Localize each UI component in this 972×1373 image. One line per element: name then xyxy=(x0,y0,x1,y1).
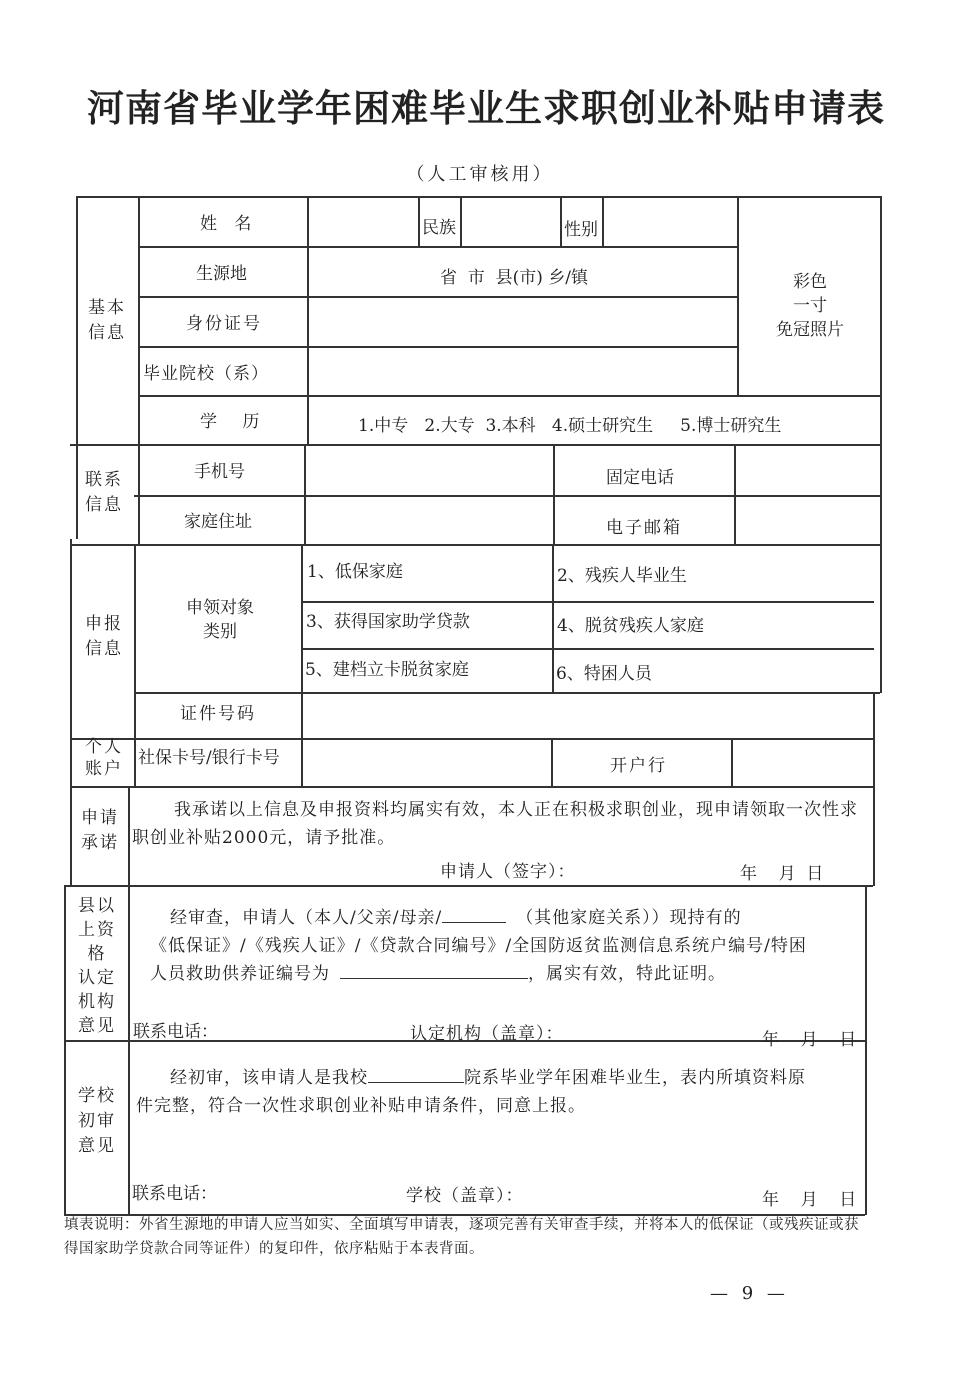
row-line xyxy=(70,786,873,788)
school-text-b: 院系毕业学年困难毕业生，表内所填资料原 xyxy=(464,1068,806,1088)
col-line xyxy=(460,196,462,246)
origin-template: 省 市 县(市) 乡/镇 xyxy=(440,268,589,288)
col-line xyxy=(734,444,736,544)
relation-blank[interactable] xyxy=(442,904,506,923)
row-line xyxy=(138,296,738,298)
county-date: 年 月 日 xyxy=(762,1030,857,1050)
border-top xyxy=(76,196,881,198)
option-1: 1、低保家庭 xyxy=(307,562,403,582)
category-label: 申领对象 类别 xyxy=(186,598,254,642)
mobile-label: 手机号 xyxy=(194,462,245,482)
col-line xyxy=(301,544,303,738)
col-line xyxy=(552,544,554,692)
signer-label: 申请人（签字）： xyxy=(440,862,576,882)
photo-placeholder: 彩色 一寸 免冠照片 xyxy=(776,272,844,340)
col-line xyxy=(560,196,562,246)
section-account: 个人 账户 xyxy=(85,737,123,779)
gender-label: 性别 xyxy=(564,220,598,240)
col-line xyxy=(301,738,303,786)
cert-number-blank[interactable] xyxy=(340,960,528,979)
col-line xyxy=(307,196,309,444)
address-label: 家庭住址 xyxy=(184,512,252,532)
border-right xyxy=(880,196,882,693)
border-left-bottom xyxy=(64,885,66,1215)
row-line xyxy=(302,648,874,650)
row-line xyxy=(70,444,880,446)
form-title: 河南省毕业学年困难毕业生求职创业补贴申请表 xyxy=(87,86,885,130)
phone-label: 固定电话 xyxy=(606,468,674,488)
name-label: 姓 名 xyxy=(200,214,258,234)
county-phone-label: 联系电话： xyxy=(133,1022,218,1042)
bank-label: 开户行 xyxy=(610,756,667,776)
promise-text: 我承诺以上信息及申报资料均属实有效，本人正在积极求职创业，现申请领取一次性求职创业补贴2000元，请予批准。 xyxy=(132,800,858,848)
row-line xyxy=(64,885,873,887)
section-divider xyxy=(134,544,136,786)
card-label: 社保卡号/银行卡号 xyxy=(138,748,280,768)
row-line xyxy=(138,346,738,348)
section-promise: 申请 承诺 xyxy=(81,808,119,853)
row-line xyxy=(70,544,880,546)
county-text-e: ，属实有效，特此证明。 xyxy=(528,964,726,984)
school-blank[interactable] xyxy=(368,1064,464,1083)
page-number: — 9 — xyxy=(710,1283,789,1304)
county-text xyxy=(132,904,867,988)
county-text-b: （其他家庭关系））现持有的 xyxy=(516,908,742,928)
col-line xyxy=(418,196,420,246)
option-4: 4、脱贫残疾人家庭 xyxy=(557,616,704,636)
section-apply: 申报 信息 xyxy=(85,614,123,659)
col-line xyxy=(304,444,306,544)
county-seal-label: 认定机构（盖章）： xyxy=(410,1024,564,1044)
section-divider xyxy=(128,786,130,1216)
row-line xyxy=(138,246,738,248)
row-line xyxy=(134,692,880,694)
col-line xyxy=(731,738,733,786)
row-line xyxy=(70,738,873,740)
county-text-d: 人员救助供养证编号为 xyxy=(150,964,330,984)
school-text-c: 件完整，符合一次性求职创业补贴申请条件，同意上报。 xyxy=(136,1096,586,1116)
section-county: 县以 上资 格 认定 机构 意见 xyxy=(78,896,116,1036)
section-school: 学校 初审 意见 xyxy=(78,1086,116,1156)
school-seal-label: 学校（盖章）： xyxy=(406,1186,524,1206)
school-phone-label: 联系电话： xyxy=(132,1184,217,1204)
cert-label: 证件号码 xyxy=(180,704,256,724)
school-text-a: 经初审，该申请人是我校 xyxy=(170,1068,368,1088)
email-label: 电子邮箱 xyxy=(606,518,682,538)
option-5: 5、建档立卡脱贫家庭 xyxy=(305,660,469,680)
form-subtitle: （人工审核用） xyxy=(406,164,554,185)
row-line xyxy=(138,395,880,397)
section-contact: 联系 信息 xyxy=(85,470,123,515)
county-text-a: 经审查，申请人（本人/父亲/母亲/ xyxy=(170,908,443,928)
photo-divider xyxy=(737,196,739,395)
form-note: 填表说明：外省生源地的申请人应当如实、全面填写申请表，逐项完善有关审查手续，并将本人的低保证（或残疾证或获得国家助学贷款合同等证件）的复印件，依序粘贴于本表背面。 xyxy=(64,1217,859,1257)
education-label: 学 历 xyxy=(200,412,270,432)
col-line xyxy=(602,196,604,246)
id-label: 身份证号 xyxy=(186,314,262,334)
section-basic: 基本 信息 xyxy=(88,298,126,343)
school-date: 年 月 日 xyxy=(762,1190,857,1210)
option-6: 6、特困人员 xyxy=(556,664,652,684)
col-line xyxy=(551,738,553,786)
section-divider xyxy=(138,196,140,544)
option-2: 2、残疾人毕业生 xyxy=(557,566,687,586)
promise-date: 年 月 日 xyxy=(740,864,824,884)
col-line xyxy=(553,444,555,544)
school-text xyxy=(132,1064,867,1120)
border-right-lower xyxy=(873,692,875,886)
ethnicity-label: 民族 xyxy=(422,218,456,238)
row-line xyxy=(134,495,880,497)
option-3: 3、获得国家助学贷款 xyxy=(306,612,470,632)
school-label: 毕业院校（系） xyxy=(143,364,269,384)
county-text-c: 《低保证》/《残疾人证》/《贷款合同编号》/全国防返贫监测信息系统户编号/特困 xyxy=(150,936,807,956)
education-options: 1.中专 2.大专 3.本科 4.硕士研究生 5.博士研究生 xyxy=(358,416,782,436)
origin-label: 生源地 xyxy=(196,264,247,284)
row-line xyxy=(302,601,874,603)
